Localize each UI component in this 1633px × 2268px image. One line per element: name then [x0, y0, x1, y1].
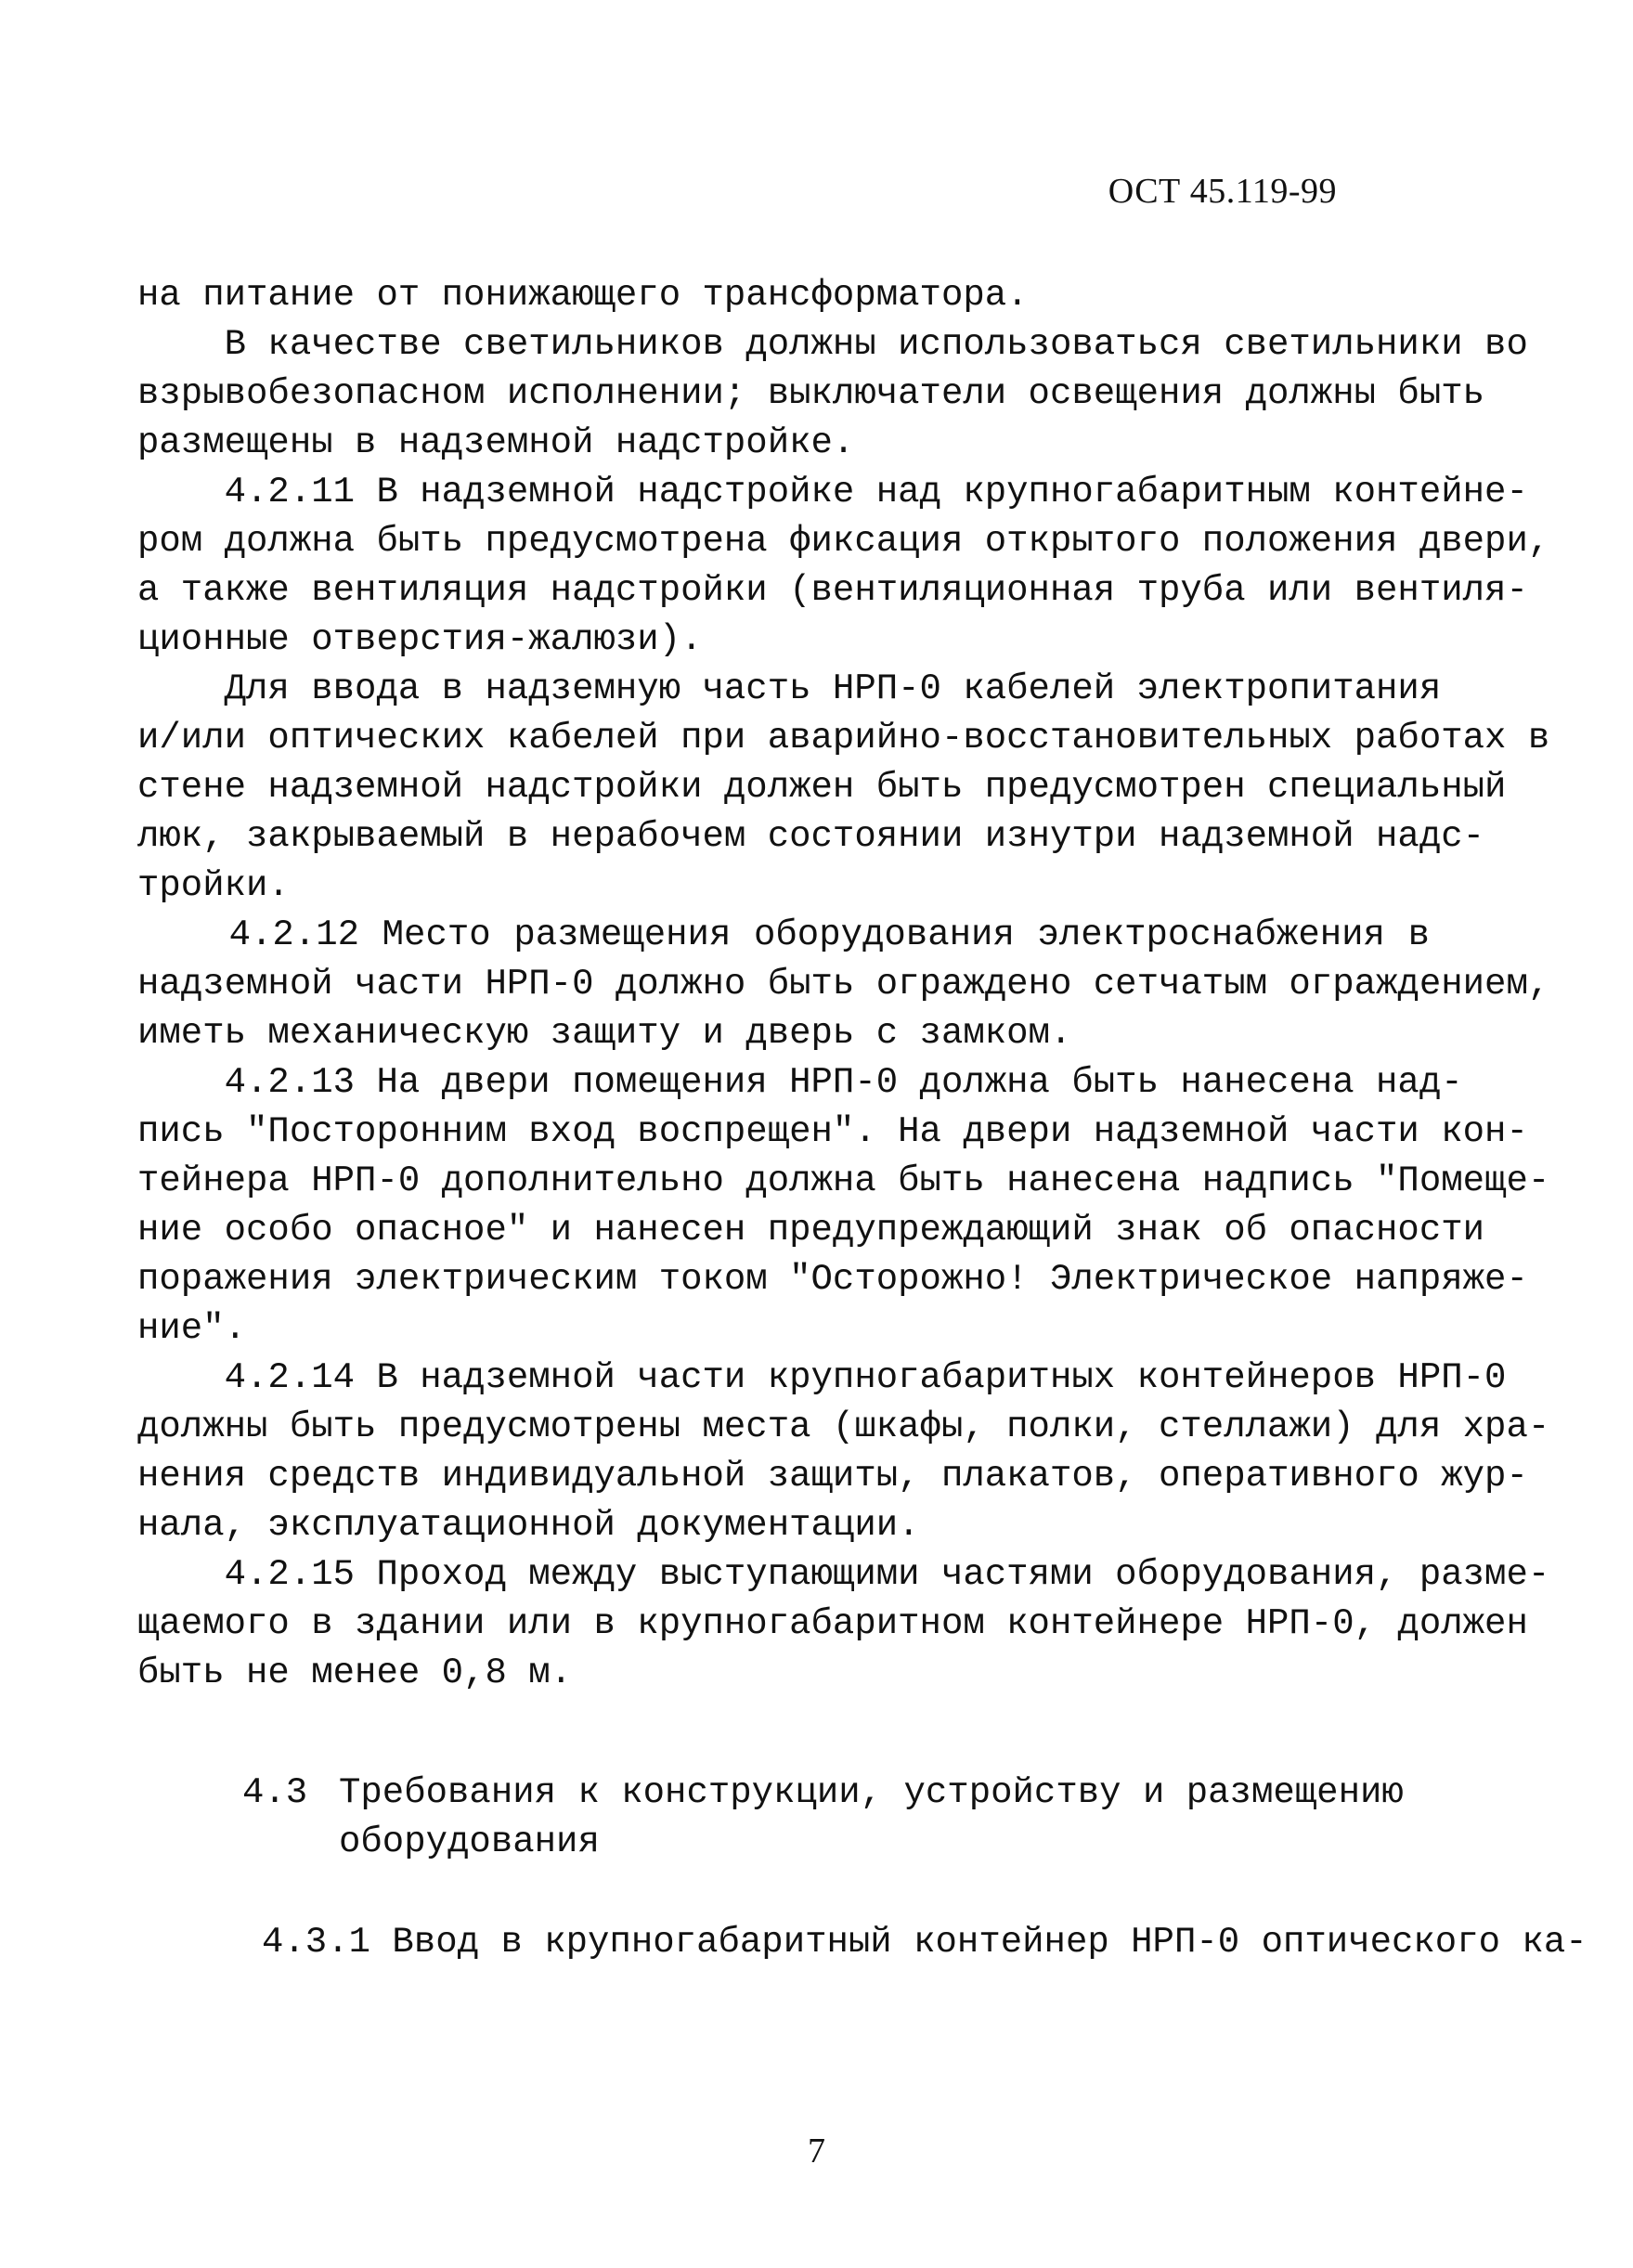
section-title-line: Требования к конструкции, устройству и размещению	[339, 1772, 1404, 1813]
body-text	[137, 271, 1550, 1698]
text-line: пись "Посторонним вход воспрещен". На двери надземной части кон-	[137, 1111, 1528, 1152]
text-line: ние особо опасное" и нанесен предупреждающий знак об опасности	[137, 1210, 1485, 1251]
text-line: люк, закрываемый в нерабочем состоянии изнутри надземной надс-	[137, 816, 1485, 857]
text-line: взрывобезопасном исполнении; выключатели освещения должны быть	[137, 373, 1485, 414]
text-line: ние".	[137, 1308, 247, 1349]
text-line: и/или оптических кабелей при аварийно-восстановительных работах в	[137, 718, 1550, 758]
text-line: должны быть предусмотрены места (шкафы, полки, стеллажи) для хра-	[137, 1406, 1550, 1447]
text-line: тройки.	[137, 865, 290, 906]
text-line: ром должна быть предусмотрена фиксация открытого положения двери,	[137, 521, 1550, 562]
document-code: ОСТ 45.119-99	[1108, 172, 1337, 211]
text-line: 4.2.11 В надземной надстройке над крупногабаритным контейне-	[137, 472, 1528, 512]
text-line: нала, эксплуатационной документации.	[137, 1505, 920, 1546]
text-line: быть не менее 0,8 м.	[137, 1652, 573, 1693]
text-line: щаемого в здании или в крупногабаритном контейнере НРП-0, должен	[137, 1603, 1528, 1644]
page-number: 7	[808, 2132, 825, 2171]
text-line: а также вентиляция надстройки (вентиляционная труба или вентиля-	[137, 570, 1528, 611]
text-line: стене надземной надстройки должен быть предусмотрен специальный	[137, 767, 1507, 808]
text-line: тейнера НРП-0 дополнительно должна быть нанесена надпись "Помеще-	[137, 1160, 1550, 1201]
text-line: иметь механическую защиту и дверь с замком.	[137, 1013, 1072, 1054]
text-line: надземной части НРП-0 должно быть ограждено сетчатым ограждением,	[137, 964, 1550, 1004]
text-line: 4.2.14 В надземной части крупногабаритных контейнеров НРП-0	[137, 1357, 1507, 1398]
subsection-first-line: 4.3.1 Ввод в крупногабаритный контейнер НРП-0 оптического ка-	[262, 1922, 1588, 1963]
text-line: 4.2.15 Проход между выступающими частями оборудования, разме-	[137, 1554, 1550, 1595]
text-line: 4.2.13 На двери помещения НРП-0 должна быть нанесена над-	[137, 1062, 1463, 1103]
section-heading	[242, 1769, 1404, 1867]
section-number: 4.3	[242, 1772, 308, 1813]
text-line: размещены в надземной надстройке.	[137, 422, 855, 463]
text-line: В качестве светильников должны использоваться светильники во	[137, 324, 1528, 365]
section-title-line: оборудования	[339, 1821, 600, 1862]
text-line: поражения электрическим током "Осторожно! Электрическое напряже-	[137, 1259, 1528, 1300]
text-line: ционные отверстия-жалюзи).	[137, 619, 703, 660]
text-line: Для ввода в надземную часть НРП-0 кабелей электропитания	[137, 668, 1442, 709]
text-line: 4.2.12 Место размещения оборудования электроснабжения в	[137, 914, 1430, 955]
text-line: на питание от понижающего трансформатора.	[137, 275, 1029, 316]
text-line: нения средств индивидуальной защиты, плакатов, оперативного жур-	[137, 1456, 1528, 1497]
